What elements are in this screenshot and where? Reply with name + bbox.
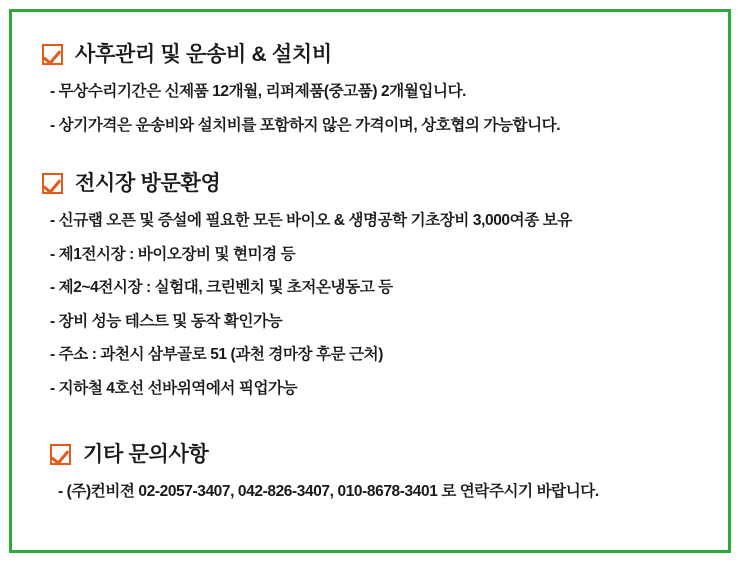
list-item: - 신규랩 오픈 및 증설에 필요한 모든 바이오 & 생명공학 기초장비 3,000여종 보유	[50, 212, 572, 230]
list-item: - 제2~4전시장 : 실험대, 크린벤치 및 초저온냉동고 등	[50, 279, 393, 297]
list-item: - 무상수리기간은 신제품 12개월, 리퍼제품(중고품) 2개월입니다.	[50, 83, 467, 101]
section-service	[36, 42, 704, 137]
section-heading	[50, 442, 704, 467]
list-item: - (주)컨비젼 02-2057-3407, 042-826-3407, 010-8678-3401 로 연락주시기 바랍니다.	[58, 483, 599, 501]
section-etc	[36, 442, 704, 504]
section-title: 사후관리 및 운송비 & 설치비	[75, 43, 332, 66]
section-title: 기타 문의사항	[83, 443, 209, 467]
check-icon	[50, 444, 71, 465]
section-showroom	[36, 171, 704, 400]
list-item: - 상기가격은 운송비와 설치비를 포함하지 않은 가격이며, 상호협의 가능합니다.	[50, 116, 561, 134]
list-item: - 지하철 4호선 선바위역에서 픽업가능	[50, 379, 298, 397]
content-frame	[9, 9, 731, 553]
list-item: - 제1전시장 : 바이오장비 및 현미경 등	[50, 245, 296, 263]
list-item: - 주소 : 과천시 삼부골로 51 (과천 경마장 후문 근처)	[50, 346, 383, 364]
section-title: 전시장 방문환영	[75, 172, 221, 196]
list-item: - 장비 성능 테스트 및 동작 확인가능	[50, 312, 283, 330]
check-icon	[42, 44, 63, 65]
section-lines	[36, 81, 704, 137]
section-lines	[36, 210, 704, 400]
section-heading	[42, 42, 704, 67]
section-lines	[36, 481, 704, 503]
check-icon	[42, 173, 63, 194]
section-heading	[42, 171, 704, 196]
